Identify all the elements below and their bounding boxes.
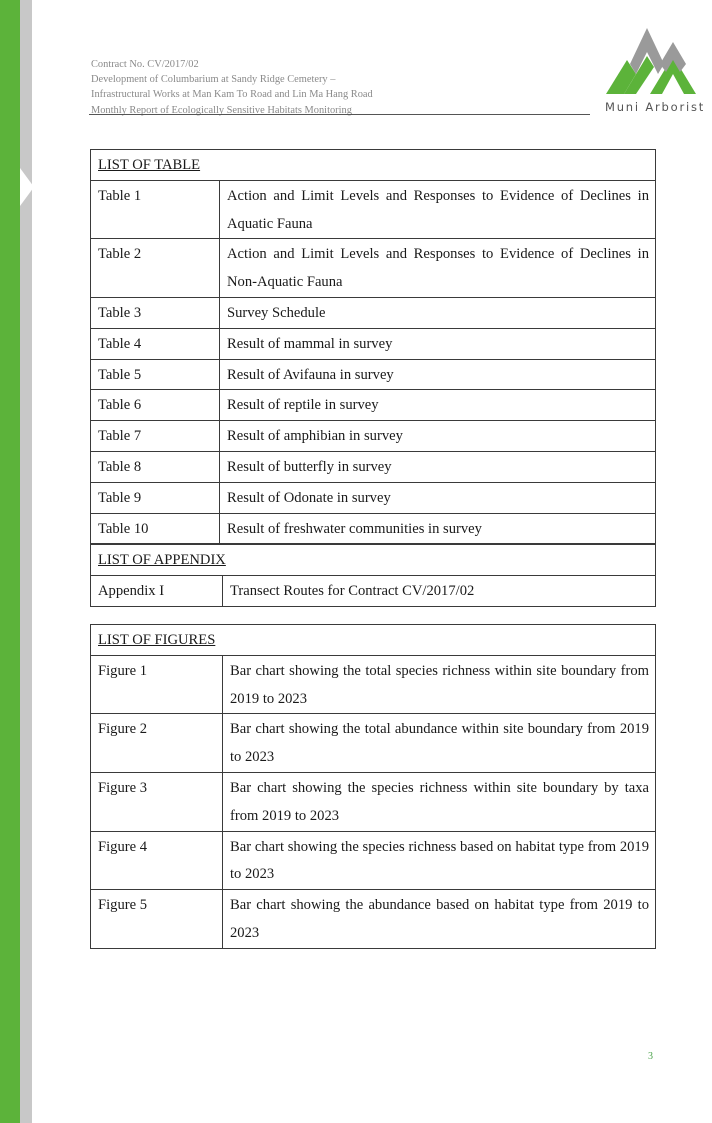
row-text: Bar chart showing the species richness within site boundary by taxa from 2019 to 2023 — [223, 772, 656, 831]
document-header — [91, 57, 591, 118]
table-row — [91, 831, 656, 890]
logo-text: Muni Arborist — [605, 100, 706, 114]
list-of-figures — [90, 624, 656, 949]
row-text: Result of amphibian in survey — [220, 421, 656, 452]
row-text: Result of mammal in survey — [220, 328, 656, 359]
row-label: Table 9 — [91, 482, 220, 513]
row-text: Bar chart showing the total species richness within site boundary from 2019 to 2023 — [223, 655, 656, 714]
list-of-figures-header-row — [91, 625, 656, 656]
list-of-table — [90, 149, 656, 544]
table-row — [91, 239, 656, 298]
row-label: Table 7 — [91, 421, 220, 452]
left-green-bar — [0, 0, 20, 1123]
table-row — [91, 513, 656, 544]
row-text: Survey Schedule — [220, 297, 656, 328]
table-row — [91, 714, 656, 773]
list-of-appendix-title: LIST OF APPENDIX — [91, 545, 656, 576]
list-of-table-header-row — [91, 150, 656, 181]
table-row — [91, 390, 656, 421]
row-label: Table 4 — [91, 328, 220, 359]
list-of-figures-title: LIST OF FIGURES — [91, 625, 656, 656]
table-row — [91, 328, 656, 359]
row-label: Figure 5 — [91, 890, 223, 949]
table-row — [91, 180, 656, 239]
row-text: Bar chart showing the abundance based on habitat type from 2019 to 2023 — [223, 890, 656, 949]
table-row — [91, 421, 656, 452]
row-label: Table 3 — [91, 297, 220, 328]
row-text: Result of reptile in survey — [220, 390, 656, 421]
header-line-2: Development of Columbarium at Sandy Ridge Cemetery – — [91, 74, 336, 86]
row-text: Action and Limit Levels and Responses to Evidence of Declines in Aquatic Fauna — [220, 180, 656, 239]
header-underline — [89, 114, 590, 115]
list-of-appendix — [90, 544, 656, 607]
row-label: Figure 1 — [91, 655, 223, 714]
list-of-appendix-header-row — [91, 545, 656, 576]
row-text: Result of Odonate in survey — [220, 482, 656, 513]
table-row — [91, 655, 656, 714]
row-label: Figure 4 — [91, 831, 223, 890]
table-row — [91, 451, 656, 482]
row-text: Result of Avifauna in survey — [220, 359, 656, 390]
row-label: Table 8 — [91, 451, 220, 482]
row-text: Transect Routes for Contract CV/2017/02 — [223, 575, 656, 606]
row-label: Figure 3 — [91, 772, 223, 831]
table-row — [91, 575, 656, 606]
row-label: Table 1 — [91, 180, 220, 239]
row-text: Bar chart showing the total abundance within site boundary from 2019 to 2023 — [223, 714, 656, 773]
left-bar-notch — [20, 168, 34, 206]
row-text: Bar chart showing the species richness based on habitat type from 2019 to 2023 — [223, 831, 656, 890]
header-line-3: Infrastructural Works at Man Kam To Road and Lin Ma Hang Road — [91, 89, 373, 101]
row-text: Result of freshwater communities in survey — [220, 513, 656, 544]
table-row — [91, 482, 656, 513]
page-number: 3 — [648, 1051, 653, 1062]
row-label: Table 5 — [91, 359, 220, 390]
row-label: Table 6 — [91, 390, 220, 421]
row-label: Table 10 — [91, 513, 220, 544]
row-label: Appendix I — [91, 575, 223, 606]
table-row — [91, 772, 656, 831]
table-row — [91, 359, 656, 390]
row-text: Result of butterfly in survey — [220, 451, 656, 482]
list-of-table-title: LIST OF TABLE — [91, 150, 656, 181]
table-row — [91, 297, 656, 328]
header-line-4: Monthly Report of Ecologically Sensitive Habitats Monitoring — [91, 104, 352, 116]
row-label: Table 2 — [91, 239, 220, 298]
table-row — [91, 890, 656, 949]
row-text: Action and Limit Levels and Responses to Evidence of Declines in Non-Aquatic Fauna — [220, 239, 656, 298]
row-label: Figure 2 — [91, 714, 223, 773]
header-line-1: Contract No. CV/2017/02 — [91, 59, 199, 70]
